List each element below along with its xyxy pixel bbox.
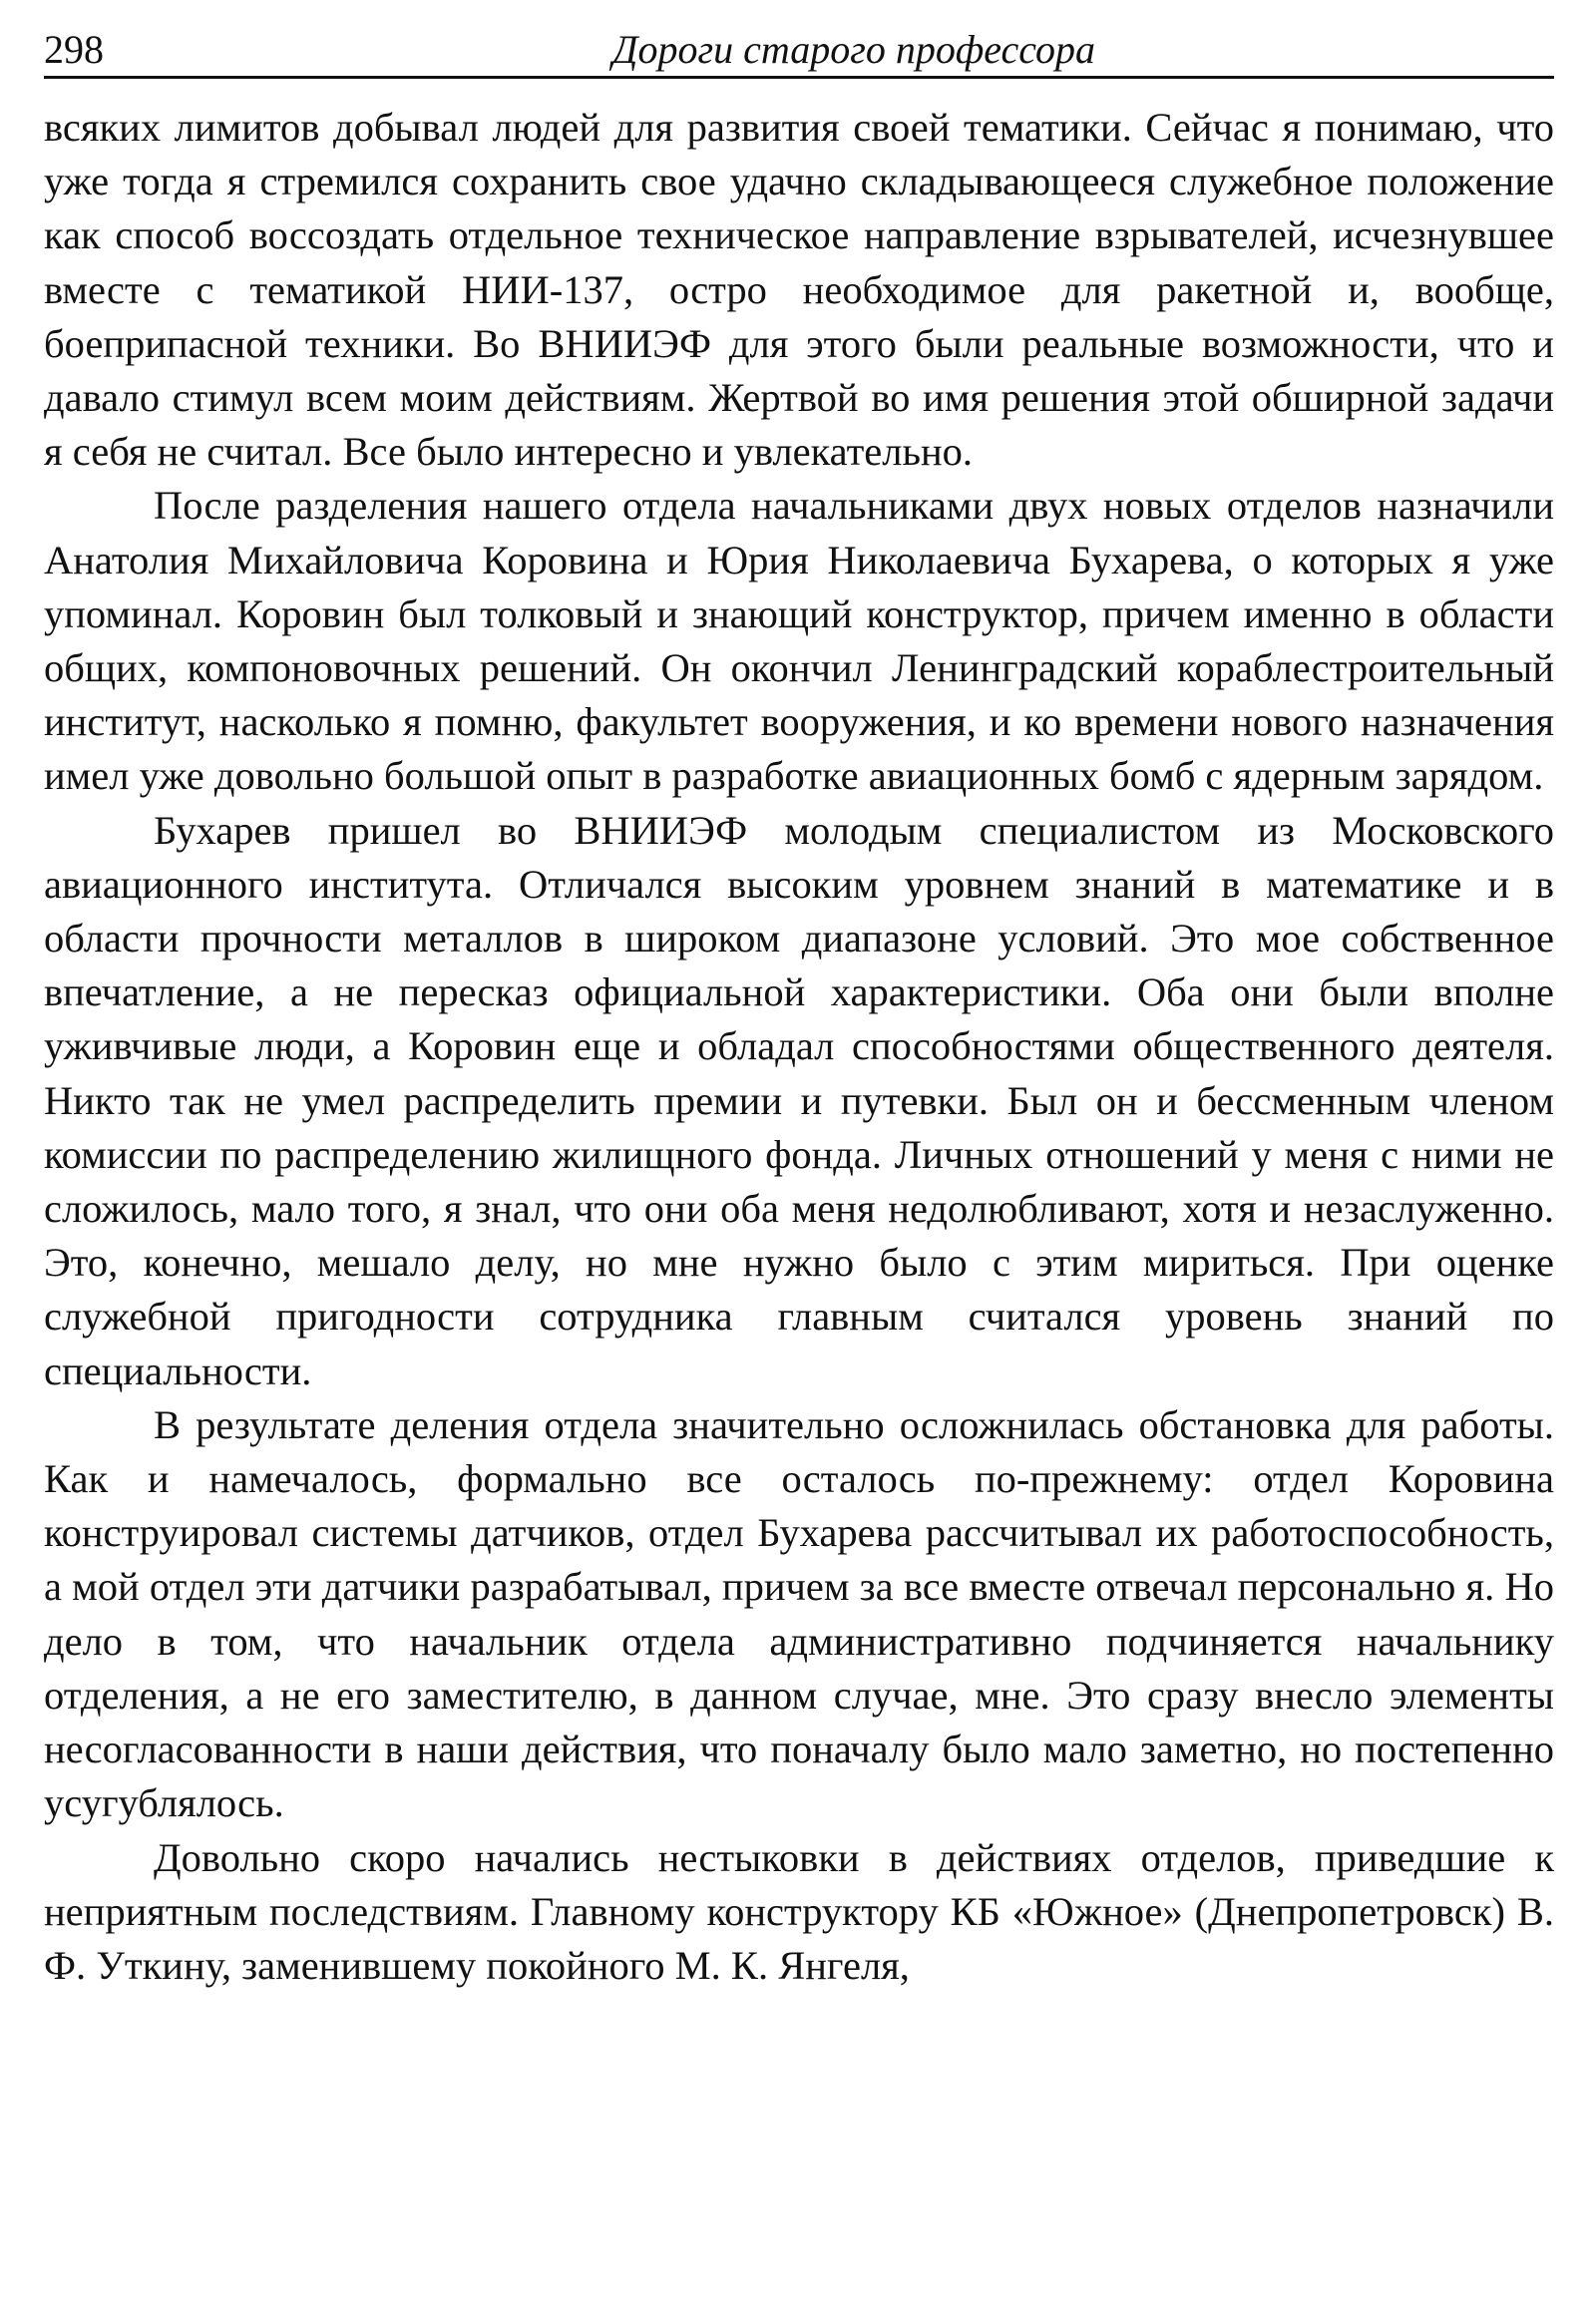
paragraph-1: всяких лимитов добывал людей для развития своей тематики. Сейчас я понимаю, что уже тогда я стремился сохранить свое удачно складывающееся служебное положение как способ воссоздать отдельное техническое направление взрывателей, исчезнувшее вместе с тематикой НИИ-137, остро необходимое для ракетной и, вообще, боеприпасной техники. Во ВНИИЭФ для этого были реальные возможности, что и давало стимул всем моим действиям. Жертвой во имя решения этой обширной задачи я себя не считал. Все было интересно и увлекательно.: [44, 105, 1554, 475]
paragraph-5: Довольно скоро начались нестыковки в действиях отделов, приведшие к неприятным последствиям. Главному конструктору КБ «Южное» (Днепропетровск) В. Ф. Уткину, заменившему покойного М. К. Янгеля,: [44, 1834, 1554, 1988]
paragraph-2: После разделения нашего отдела начальниками двух новых отделов назначили Анатолия Михайловича Коровина и Юрия Николаевича Бухарева, о которых я уже упоминал. Коровин был толковый и знающий конструктор, причем именно в области общих, компоновочных решений. Он окончил Ленинградский кораблестроительный институт, насколько я помню, факультет вооружения, и ко времени нового назначения имел уже довольно большой опыт в разработке авиационных бомб с ядерным зарядом.: [44, 483, 1554, 799]
page-number: 298: [44, 27, 104, 72]
book-title: Дороги старого профессора: [612, 27, 1095, 72]
book-page: [44, 20, 1554, 1993]
paragraph-4: В результате деления отдела значительно осложнилась обстановка для работы. Как и намечалось, формально все осталось по-прежнему: отдел Коровина конструировал системы датчиков, отдел Бухарева рассчитывал их работоспособность, а мой отдел эти датчики разрабатывал, причем за все вместе отвечал персонально я. Но дело в том, что начальник отдела административно подчиняется начальнику отделения, а не его заместителю, в данном случае, мне. Это сразу внесло элементы несогласованности в наши действия, что поначалу было мало заметно, но постепенно усугублялось.: [44, 1401, 1554, 1826]
running-header: [44, 20, 1554, 79]
body-text: [44, 101, 1554, 1993]
paragraph-3: Бухарев пришел во ВНИИЭФ молодым специалистом из Московского авиационного института. Отличался высоким уровнем знаний в математике и в области прочности металлов в широком диапазоне условий. Это мое собственное впечатление, а не пересказ официальной характеристики. Оба они были вполне уживчивые люди, а Коровин еще и обладал способностями общественного деятеля. Никто так не умел распределить премии и путевки. Был он и бессменным членом комиссии по распределению жилищного фонда. Личных отношений у меня с ними не сложилось, мало того, я знал, что они оба меня недолюбливают, хотя и незаслуженно. Это, конечно, мешало делу, но мне нужно было с этим мириться. При оценке служебной пригодности сотрудника главным считался уровень знаний по специальности.: [44, 807, 1554, 1393]
